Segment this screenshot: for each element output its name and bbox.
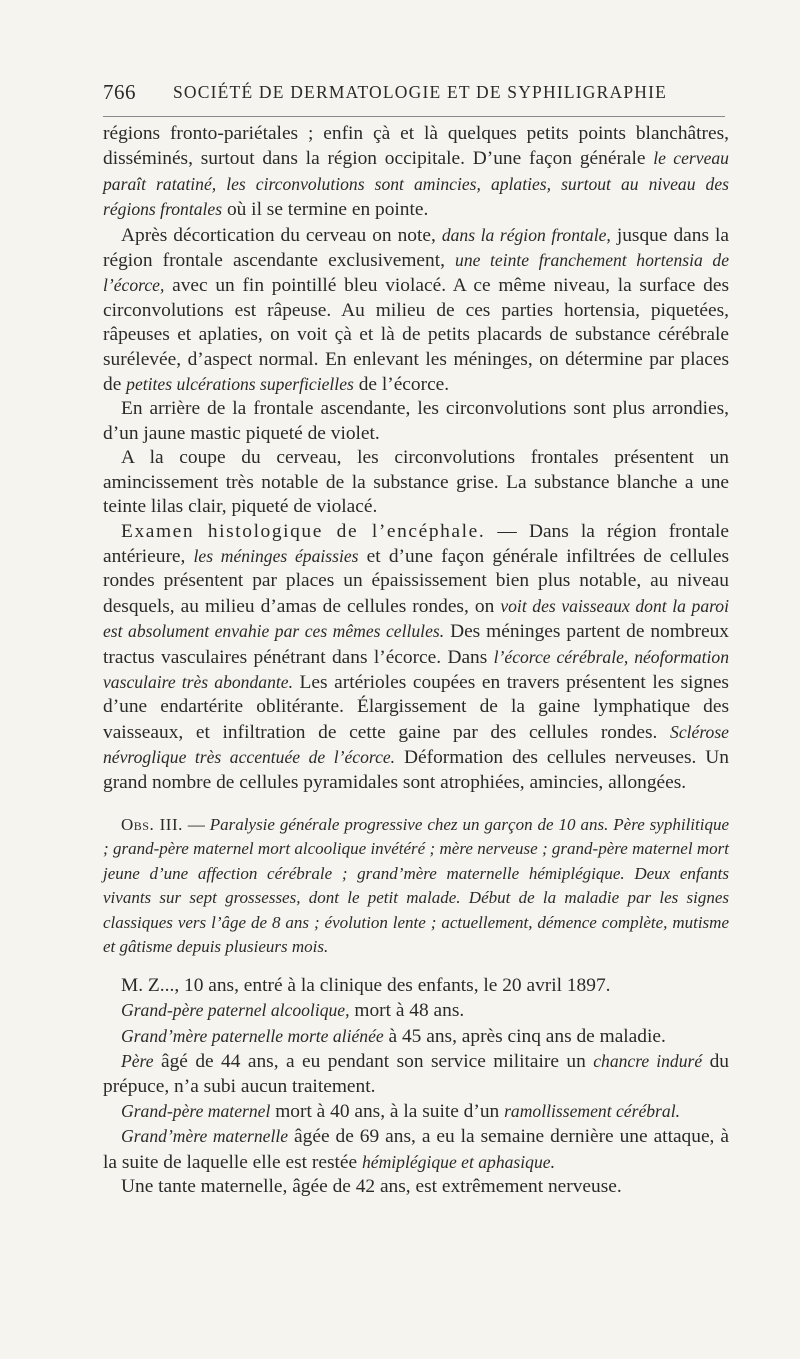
italic-run: dans la région frontale, [441, 224, 611, 245]
italic-run: Sclérose névroglique très accentuée de l’écorce. [103, 721, 729, 768]
body-text [103, 122, 729, 1200]
text-run: Après décortication du cerveau on note, [121, 224, 442, 246]
text-run: — Dans la région frontale antérieure, [103, 520, 729, 567]
italic-run: chancre induré [593, 1051, 703, 1072]
italic-run: Paralysie générale progressive chez un garçon de 10 ans. Père syphilitique ; grand-père maternel mort alcoolique invétéré ; mère nerveuse ; grand-père maternel mort jeune d’une affection cérébrale ; grand’mère maternelle hémiplégique. Deux enfants vivants sur sept grossesses, dont le petit malade. Début de la maladie par les signes classiques vers l’âge de 8 ans ; évolution lente ; actuellement, démence complète, mutisme et gâtisme depuis plusieurs mois. [103, 814, 730, 957]
text-run: M. Z..., 10 ans, entré à la clinique des enfants, le 20 avril 1897. [121, 974, 611, 996]
italic-run: l’écorce cérébrale, néoformation vasculaire très abondante. [103, 646, 730, 692]
running-title: SOCIÉTÉ DE DERMATOLOGIE ET DE SYPHILIGRAPHIE [173, 82, 668, 102]
text-run: mort à 48 ans. [349, 1000, 465, 1022]
text-run: régions fronto-pariétales ; enfin çà et là quelques petits points blanchâtres, disséminés, surtout dans la région occipitale. D’une façon générale [103, 123, 729, 170]
case-paternal-grandmother [103, 1024, 729, 1049]
text-run: En arrière de la frontale ascendante, les circonvolutions sont plus arrondies, d’un jaune mastic piqueté de violet. [103, 398, 729, 444]
running-head [103, 80, 725, 110]
italic-run: Grand’mère maternelle [121, 1126, 289, 1147]
italic-run: Père [121, 1051, 154, 1072]
case-intro [103, 974, 729, 998]
italic-run: Grand-père paternel alcoolique, [121, 1000, 350, 1021]
text-run: Une tante maternelle, âgée de 42 ans, est extrêmement nerveuse. [121, 1176, 622, 1198]
italic-run: ramollissement cérébral. [504, 1101, 680, 1121]
italic-run: le cerveau paraît ratatiné, les circonvolutions sont amincies, aplaties, surtout au niveau des régions frontales [103, 148, 729, 220]
paragraph-decortication [103, 223, 729, 398]
text-run: du prépuce, n’a subi aucun traitement. [103, 1051, 729, 1097]
header-rule [103, 116, 725, 117]
text-run: Des méninges partent de nombreux tractus vasculaires pénétrant dans l’écorce. Dans [103, 621, 729, 668]
spaced-heading-run: Examen histologique de l’encéphale. [121, 520, 486, 542]
case-maternal-grandfather [103, 1099, 729, 1124]
text-run: Déformation des cellules nerveuses. Un grand nombre de cellules pyramidales sont atrophiées, amincies, allongées. [103, 747, 729, 793]
text-run: mort à 40 ans, à la suite d’un [270, 1101, 505, 1122]
paragraph-histology [103, 520, 729, 795]
italic-run: Grand’mère paternelle morte aliénée [121, 1025, 384, 1046]
text-run: avec un fin pointillé bleu violacé. A ce même niveau, la surface des circonvolutions est râpeuse. Au milieu de ces parties hortensia, piquetées, râpeuses et aplaties, on voit çà et là de petits placards de substance cérébrale surélevée, d’aspect normal. En enlevant les méninges, on détermine par places de [103, 275, 729, 396]
italic-run: petites ulcérations superficielles [126, 374, 354, 395]
case-maternal-aunt [103, 1175, 729, 1199]
text-run: et d’une façon générale infiltrées de cellules rondes présentent par places un épaississement bien plus notable, au niveau desquels, au milieu d’amas de cellules rondes, on [103, 545, 729, 617]
text-run: à 45 ans, après cinq ans de maladie. [383, 1025, 666, 1047]
italic-run: une teinte franchement hortensia de l’écorce, [103, 250, 729, 296]
text-run: âgée de 69 ans, a eu la semaine dernière une attaque, à la suite de laquelle elle est restée [103, 1126, 729, 1173]
paragraph-brain-section [103, 446, 729, 519]
paragraph-brain-description [103, 122, 729, 223]
text-run: âgé de 44 ans, a eu pendant son service militaire un [153, 1051, 594, 1073]
case-father [103, 1049, 729, 1099]
text-run: Les artérioles coupées en travers présentent les signes d’une endartérite oblitérante. Élargissement de la gaine lymphatique des vaisseaux, et infiltration de cette gaine par des cellules rondes. [103, 671, 729, 743]
observation-label: Obs. III. [121, 814, 183, 834]
italic-run: les méninges épaissies [193, 545, 359, 566]
text-run: de l’écorce. [353, 374, 450, 396]
page-number: 766 [103, 80, 136, 104]
text-run: A la coupe du cerveau, les circonvolutions frontales présentent un amincissement très notable de la substance grise. La substance blanche a une teinte lilas clair, piqueté de violacé. [103, 447, 729, 518]
text-run: jusque dans la région frontale ascendante exclusivement, [103, 224, 729, 272]
observation-summary [103, 813, 729, 960]
italic-run: voit des vaisseaux dont la paroi est absolument envahie par ces mêmes cellules. [103, 595, 729, 642]
case-paternal-grandfather [103, 998, 729, 1023]
italic-run: Grand-père maternel [121, 1101, 271, 1121]
text-run: — [182, 814, 210, 834]
italic-run: hémiplégique et aphasique. [361, 1151, 555, 1172]
text-run: où il se termine en pointe. [222, 199, 429, 221]
paragraph-ascending-frontal [103, 397, 729, 446]
case-maternal-grandmother [103, 1124, 729, 1175]
